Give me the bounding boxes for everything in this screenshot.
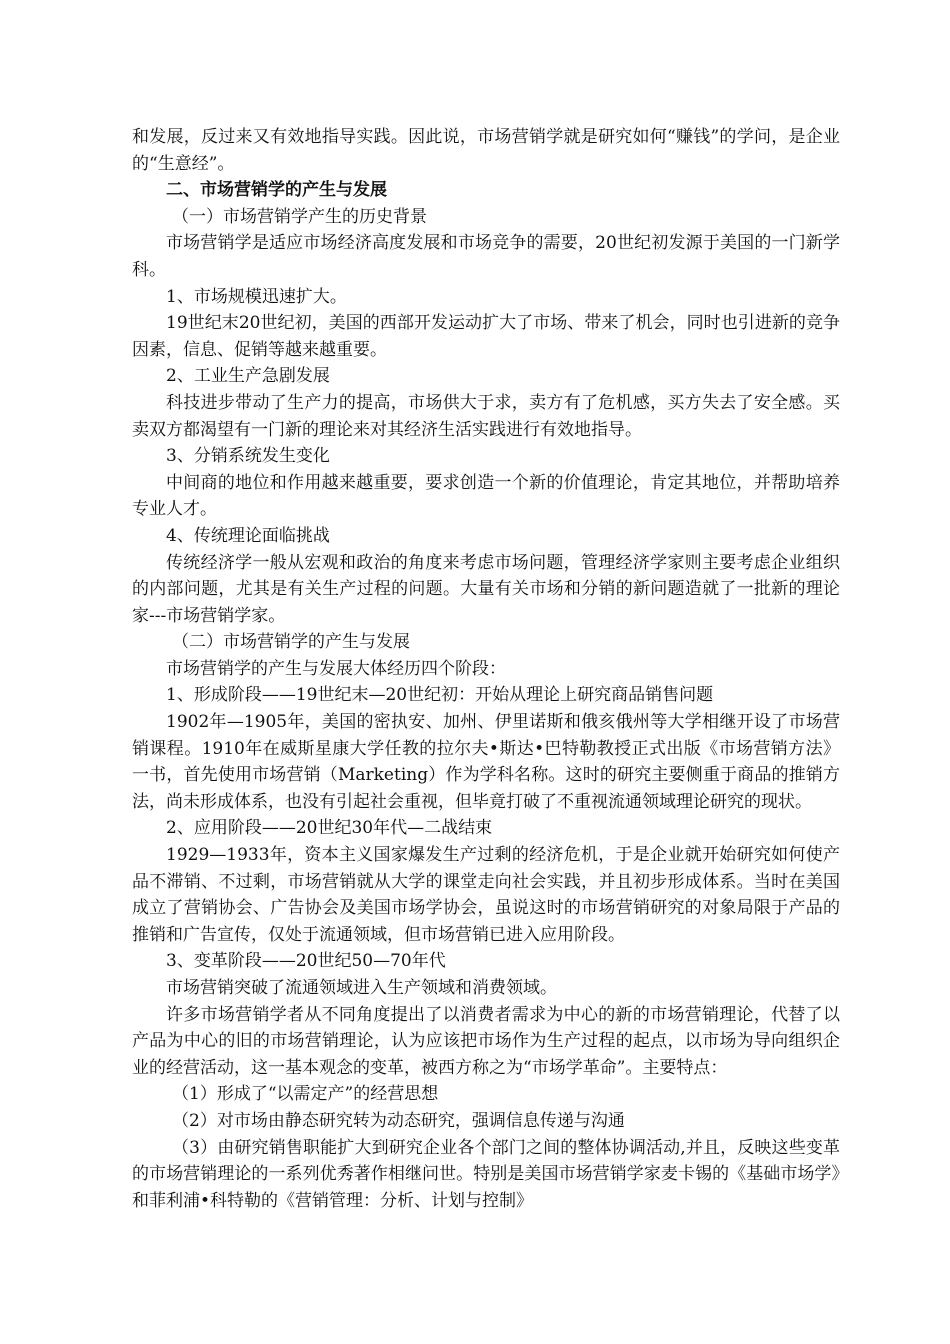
paragraph: 市场营销突破了流通领域进入生产领域和消费领域。 bbox=[166, 978, 557, 998]
paragraph: 1929—1933年，资本主义国家爆发生产过剩的经济危机，于是企业就开始研究如何使产品不滞销、不过剩，市场营销就从大学的课堂走向社会实践，并且初步形成体系。当时在美国成立了营销协会、广告协会及美国市场学协会，虽说这时的市场营销研究的对象局限于产品的推销和广告宣传，仅处于流通领域，但市场营销已进入应用阶段。 bbox=[132, 845, 840, 945]
list-item-heading: 3、分销系统发生变化 bbox=[166, 446, 330, 467]
feature-item: （3）由研究销售职能扩大到研究企业各个部门之间的整体协调活动,并且，反映这些变革的市场营销理论的一系列优秀著作相继问世。特别是美国市场营销学家麦卡锡的《基础市场学》和菲利浦•科特勒的《营销管理：分析、计划与控制》 bbox=[132, 1137, 840, 1211]
paragraph: 19世纪末20世纪初，美国的西部开发运动扩大了市场、带来了机会，同时也引进新的竞争因素，信息、促销等越来越重要。 bbox=[132, 313, 840, 360]
feature-item: （1）形成了“以需定产”的经营思想 bbox=[172, 1084, 439, 1105]
list-item-heading: 4、传统理论面临挑战 bbox=[166, 525, 330, 546]
paragraph: 许多市场营销学者从不同角度提出了以消费者需求为中心的新的市场营销理论，代替了以产品为中心的旧的市场营销理论，认为应该把市场作为生产过程的起点，以市场为导向组织企业的经营活动，这一基本观念的变革，被西方称之为“市场学革命”。主要特点： bbox=[132, 1004, 840, 1078]
list-item-heading: 2、应用阶段——20世纪30年代—二战结束 bbox=[166, 818, 493, 839]
paragraph: 传统经济学一般从宏观和政治的角度来考虑市场问题，管理经济学家则主要考虑企业组织的内部问题，尤其是有关生产过程的问题。大量有关市场和分销的新问题造就了一批新的理论家---市场营销学家。 bbox=[132, 552, 840, 626]
paragraph: 和发展，反过来又有效地指导实践。因此说，市场营销学就是研究如何“赚钱”的学问，是企业的“生意经”。 bbox=[132, 127, 840, 174]
feature-item: （2）对市场由静态研究转为动态研究，强调信息传递与沟通 bbox=[172, 1110, 625, 1131]
list-item-heading: 3、变革阶段——20世纪50—70年代 bbox=[166, 951, 446, 972]
document-page bbox=[132, 124, 840, 1214]
subsection-heading: （一）市场营销学产生的历史背景 bbox=[172, 206, 427, 227]
list-item-heading: 1、市场规模迅速扩大。 bbox=[166, 286, 347, 307]
section-heading: 二、市场营销学的产生与发展 bbox=[166, 180, 387, 201]
subsection-heading: （二）市场营销学的产生与发展 bbox=[172, 632, 410, 653]
list-item-heading: 1、形成阶段——19世纪末—20世纪初：开始从理论上研究商品销售问题 bbox=[166, 685, 714, 706]
paragraph: 市场营销学的产生与发展大体经历四个阶段： bbox=[166, 658, 506, 679]
paragraph: 市场营销学是适应市场经济高度发展和市场竞争的需要，20世纪初发源于美国的一门新学科。 bbox=[132, 233, 840, 280]
paragraph: 科技进步带动了生产力的提高，市场供大于求，卖方有了危机感，买方失去了安全感。买卖双方都渴望有一门新的理论来对其经济生活实践进行有效地指导。 bbox=[132, 392, 840, 440]
paragraph: 1902年—1905年，美国的密执安、加州、伊里诺斯和俄亥俄州等大学相继开设了市场营销课程。1910年在威斯星康大学任教的拉尔夫•斯达•巴特勒教授正式出版《市场营销方法》一书，首先使用市场营销（Marketing）作为学科名称。这时的研究主要侧重于商品的推销方法，尚未形成体系，也没有引起社会重视，但毕竟打破了不重视流通领域理论研究的现状。 bbox=[132, 712, 840, 812]
paragraph: 中间商的地位和作用越来越重要，要求创造一个新的价值理论，肯定其地位，并帮助培养专业人才。 bbox=[132, 472, 840, 520]
list-item-heading: 2、工业生产急剧发展 bbox=[166, 366, 330, 387]
